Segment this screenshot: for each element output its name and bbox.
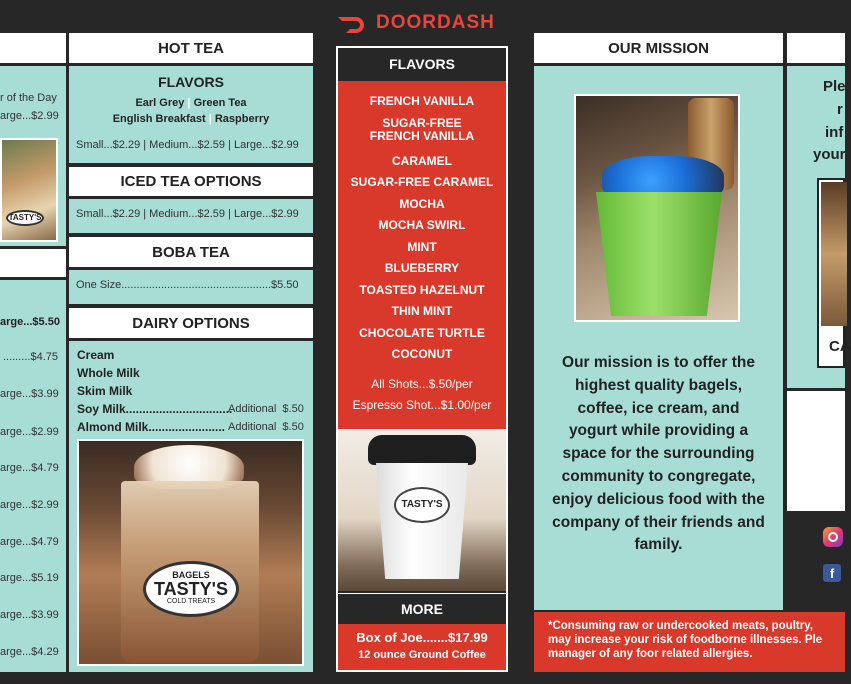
hot-tea-flavors-line1 xyxy=(69,97,313,109)
col1-price-row: arge...$5.50 xyxy=(0,316,60,328)
logo-cold-text: COLD TREATS xyxy=(166,598,216,605)
col1-price-row: arge...$5.19 xyxy=(0,572,59,584)
col5-header xyxy=(787,33,845,63)
col1-price-row: arge...$3.99 xyxy=(0,609,59,621)
box-of-joe-price: Box of Joe.......$17.99 xyxy=(356,630,488,645)
flavor-item: MOCHA SWIRL xyxy=(378,218,466,232)
our-mission-panel xyxy=(534,66,783,610)
col1-price-row: arge...$3.99 xyxy=(0,388,59,400)
tastys-cup-logo xyxy=(143,561,239,617)
hot-tea-flavors-line2 xyxy=(69,113,313,125)
dairy-options-title: DAIRY OPTIONS xyxy=(69,308,313,338)
dairy-item xyxy=(77,402,239,416)
flavor-item: TOASTED HAZELNUT xyxy=(359,282,485,297)
flavor-item: CHOCOLATE TURTLE xyxy=(359,325,485,340)
tastys-logo-small: TASTY'S xyxy=(6,210,44,226)
box-of-joe-subtitle: 12 ounce Ground Coffee xyxy=(358,649,486,661)
col5-white-panel xyxy=(787,391,845,511)
flavors-title: FLAVORS xyxy=(338,48,506,80)
flavors-card xyxy=(336,46,508,672)
cup-lid xyxy=(368,435,476,465)
col1-mid-header xyxy=(0,249,66,277)
col1-price-row: arge...$4.79 xyxy=(0,462,59,474)
iced-coffee-photo xyxy=(0,138,58,242)
instagram-icon[interactable] xyxy=(823,527,843,547)
boba-tea-title: BOBA TEA xyxy=(69,237,313,267)
flavor-earl-grey: Earl Grey xyxy=(135,97,185,109)
col5-photo-image xyxy=(821,182,847,326)
iced-tea-prices: Small...$2.29 | Medium...$2.59 | Large...$2.99 xyxy=(76,208,299,220)
dairy-item-name: Almond Milk....................... xyxy=(77,420,226,434)
doordash-logo xyxy=(336,10,508,36)
flavor-raspberry: Raspberry xyxy=(214,113,270,125)
col5-panel xyxy=(787,66,851,388)
flavor-item: FRENCH VANILLA xyxy=(369,94,475,108)
col1-partial-line: r of the Day xyxy=(0,92,57,104)
allergy-notice xyxy=(534,612,845,672)
flavor-item: BLUEBERRY xyxy=(384,261,460,275)
flavor-item: MOCHA xyxy=(399,196,445,211)
col1-panel-bottom xyxy=(0,280,66,672)
our-mission-title: OUR MISSION xyxy=(534,33,783,63)
flavor-green-tea: Green Tea xyxy=(193,97,247,109)
flavor-english-breakfast: English Breakfast xyxy=(112,113,206,125)
dairy-options-panel xyxy=(69,341,313,672)
logo-bagels-text: BAGELS xyxy=(172,570,210,580)
more-panel xyxy=(338,624,506,670)
frappe-photo xyxy=(77,439,304,666)
notice-line: *Consuming raw or undercooked meats, poultry, xyxy=(548,620,813,632)
col1-partial-line: arge...$2.99 xyxy=(0,110,59,122)
dairy-item: Whole Milk xyxy=(77,366,140,380)
notice-line: may increase your risk of foodborne illnesses. Ple xyxy=(548,634,823,646)
col1-price-row: arge...$4.29 xyxy=(0,646,59,658)
col1-price-row: .........$4.75 xyxy=(2,351,58,363)
flavor-item: SUGAR-FREE FRENCH VANILLA xyxy=(369,115,475,144)
boba-tea-price: One Size.................................................$5.50 xyxy=(76,279,299,291)
col5-framed-photo xyxy=(817,178,851,368)
iced-tea-panel xyxy=(69,199,313,233)
col5-partial-label: CA xyxy=(829,338,851,355)
flavor-item: MINT xyxy=(407,239,437,254)
hot-tea-flavors-title: FLAVORS xyxy=(158,74,224,90)
dairy-item: Cream xyxy=(77,348,115,362)
col5-partial-text: inf xyxy=(825,124,844,141)
iced-tea-title: ICED TEA OPTIONS xyxy=(69,167,313,196)
dairy-item xyxy=(77,420,229,434)
cup-logo-text: TASTY'S xyxy=(401,499,443,510)
dairy-item: Skim Milk xyxy=(77,384,133,398)
cup-logo xyxy=(394,487,450,523)
flavor-item: THIN MINT xyxy=(391,304,453,318)
col5-partial-text: your xyxy=(813,146,846,163)
col1-price-row: arge...$2.99 xyxy=(0,499,59,511)
flavor-item: SUGAR-FREE CARAMEL xyxy=(350,175,494,189)
doordash-wordmark: DOORDASH xyxy=(376,12,495,33)
flavor-item: CARAMEL xyxy=(392,153,452,168)
dairy-item-name: Soy Milk................................ xyxy=(77,402,233,416)
hot-tea-title: HOT TEA xyxy=(69,33,313,63)
more-title: MORE xyxy=(338,593,506,623)
col1-header xyxy=(0,33,66,63)
flavor-item: COCONUT xyxy=(391,347,453,361)
col5-partial-text: r xyxy=(837,101,843,118)
hot-tea-prices: Small...$2.29 | Medium...$2.59 | Large...$2.99 xyxy=(76,139,299,151)
coffee-cup-photo xyxy=(338,429,506,591)
facebook-icon[interactable]: f xyxy=(823,564,841,582)
doordash-icon xyxy=(336,13,370,33)
logo-tastys-text: TASTY'S xyxy=(154,579,228,599)
boba-tea-panel xyxy=(69,270,313,304)
all-shots-price: All Shots...$.50/per xyxy=(371,377,473,391)
flavors-list-panel xyxy=(338,81,506,429)
separator: | xyxy=(187,97,194,109)
col5-partial-text: Ple xyxy=(823,78,846,95)
dairy-item-extra: Additional $.50 xyxy=(228,421,304,433)
col1-panel-top xyxy=(0,66,66,246)
hot-tea-panel xyxy=(69,66,313,163)
frozen-yogurt-photo xyxy=(574,94,740,322)
col1-price-row: arge...$2.99 xyxy=(0,426,59,438)
col1-price-row: arge...$4.79 xyxy=(0,536,59,548)
notice-line: manager of any foor related allergies. xyxy=(548,648,753,660)
dairy-item-extra: Additional $.50 xyxy=(228,403,304,415)
separator: | xyxy=(208,113,215,125)
espresso-shot-price: Espresso Shot...$1.00/per xyxy=(352,398,492,412)
mission-statement: Our mission is to offer the highest quality bagels, coffee, ice cream, and yogurt while providing a space for the surrounding community to congregate, enjoy delicious food with the company of their friends and family. xyxy=(552,354,765,554)
green-cup xyxy=(596,192,722,316)
